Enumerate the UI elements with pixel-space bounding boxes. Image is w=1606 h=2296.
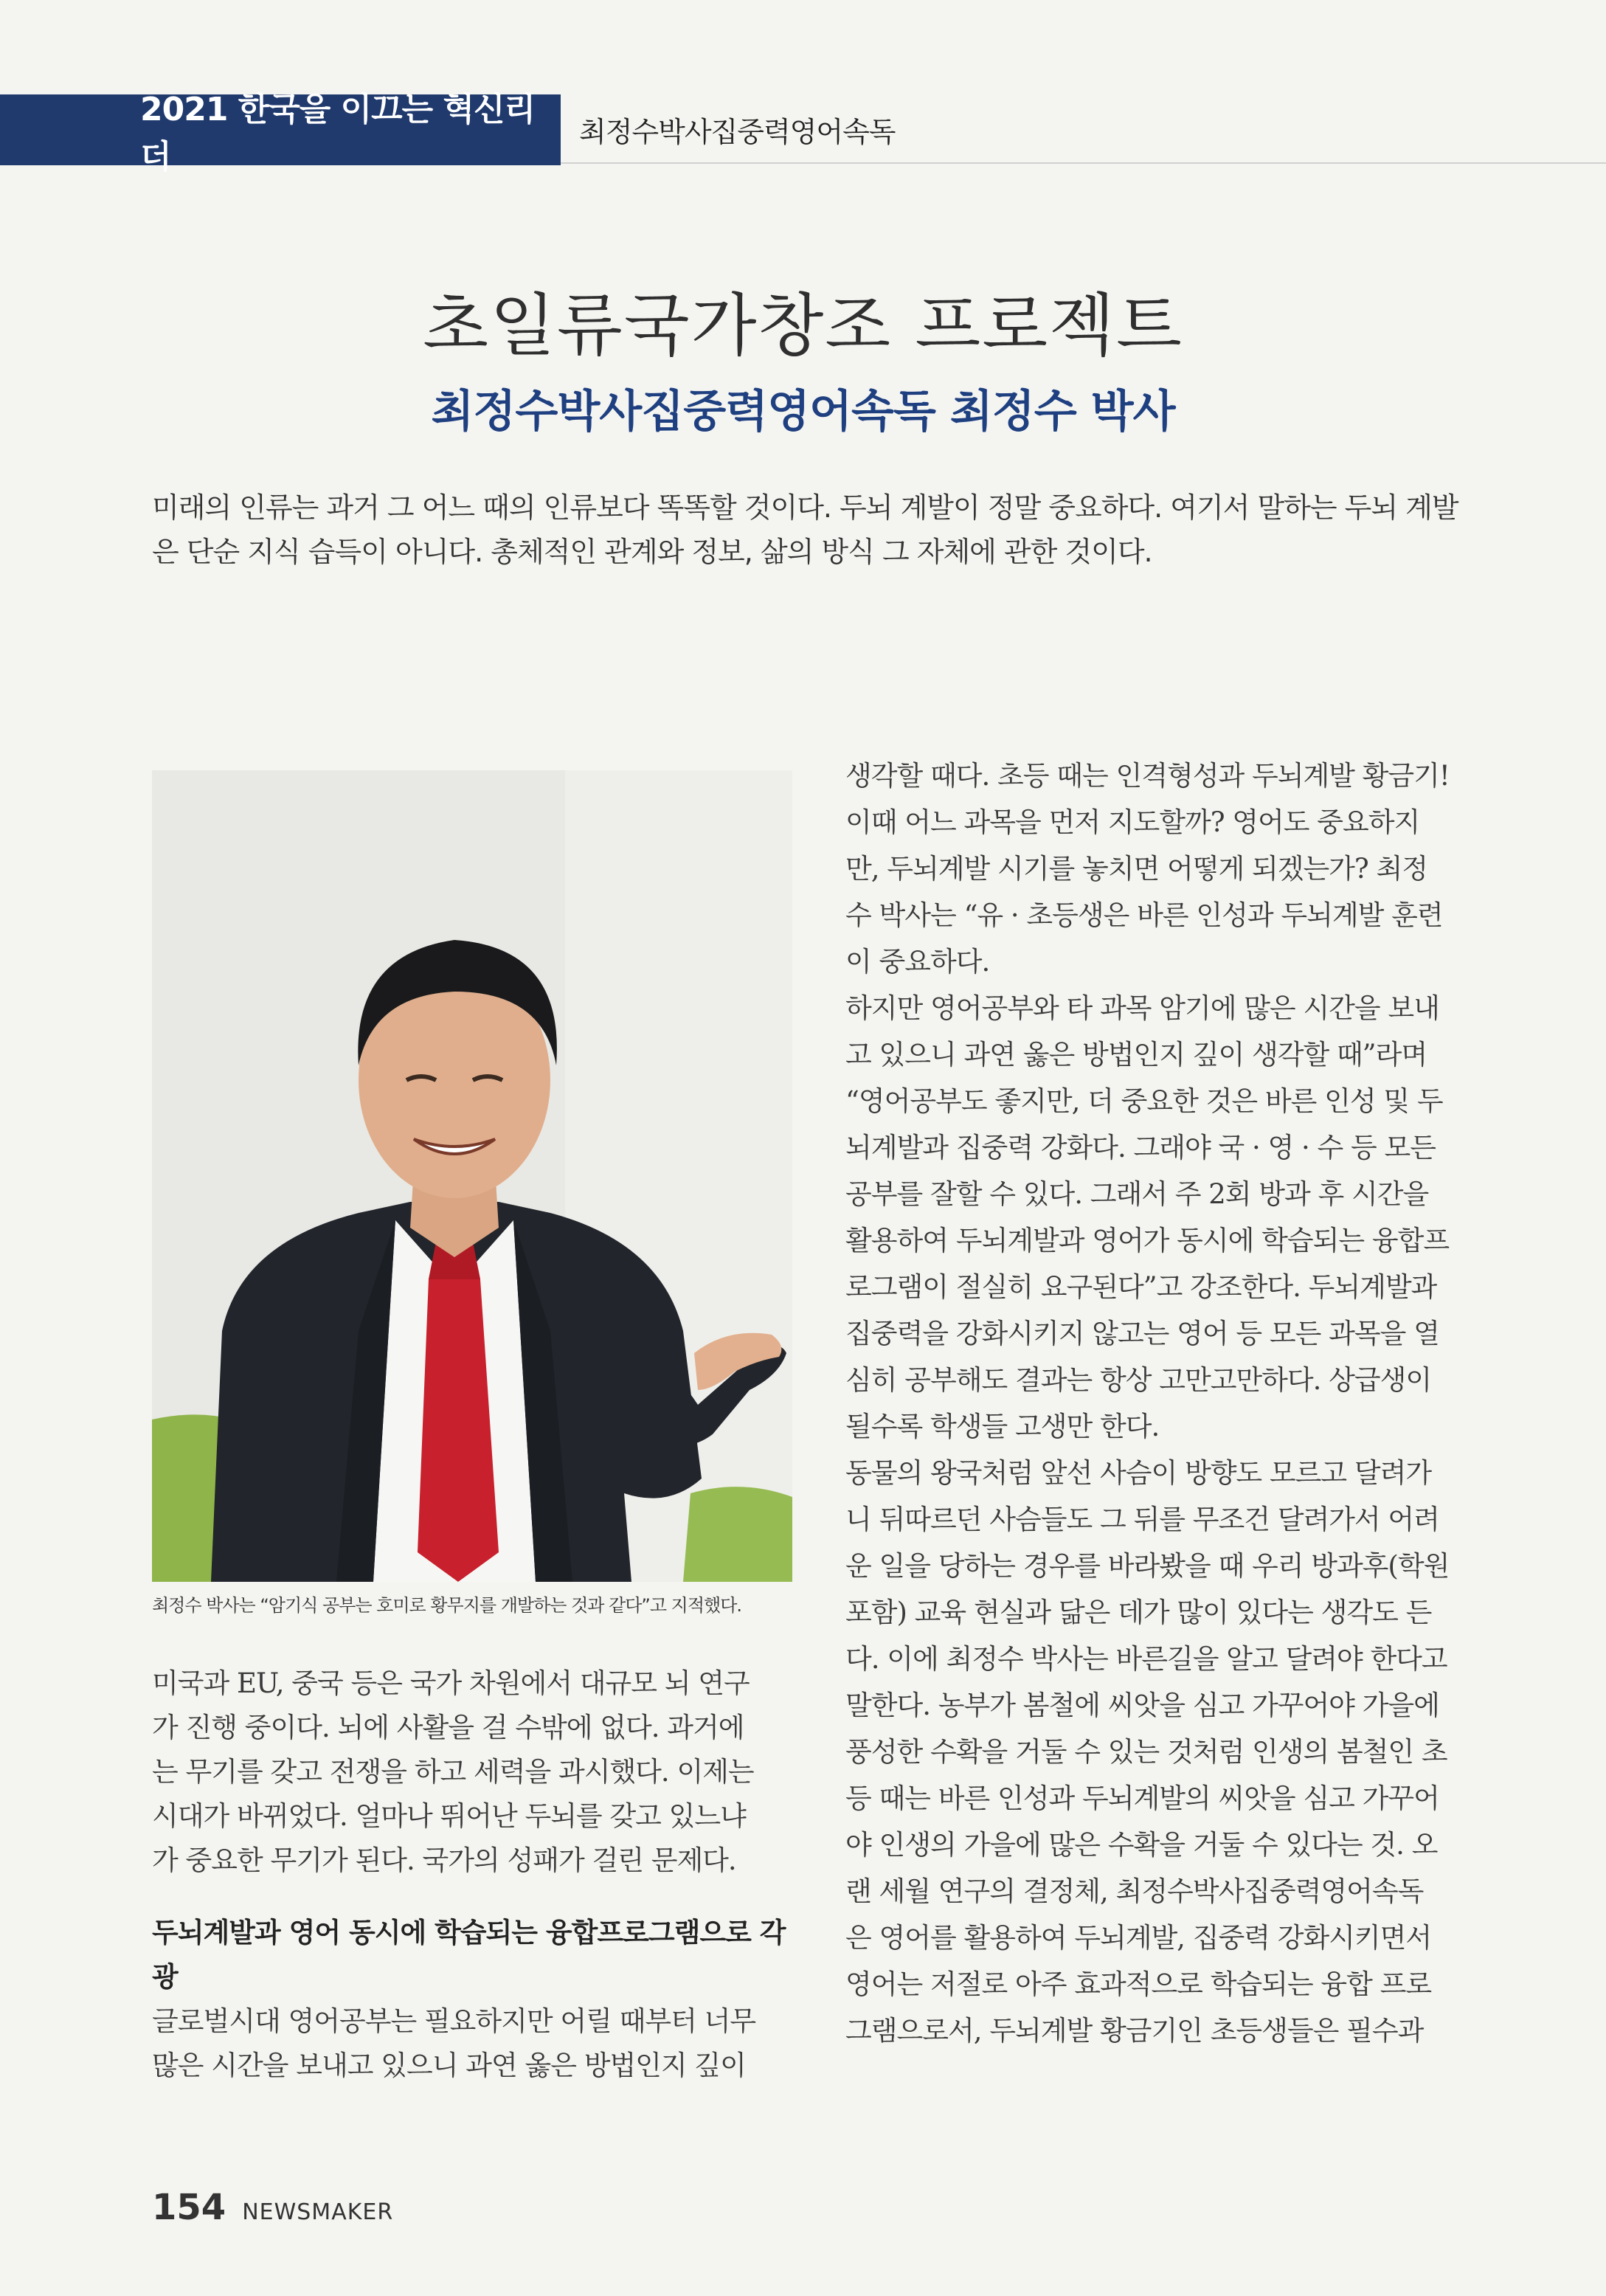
section-banner [0, 91, 561, 176]
body-line: 풍성한 수확을 거둘 수 있는 것처럼 인생의 봄철인 초 [845, 1736, 1447, 1768]
body-line: 니 뒤따르던 사슴들도 그 뒤를 무조건 달려가서 어려 [845, 1504, 1439, 1535]
body-line: 로그램이 절실히 요구된다”고 강조한다. 두뇌계발과 [845, 1271, 1437, 1303]
body-line: 활용하여 두뇌계발과 영어가 동시에 학습되는 융합프 [845, 1225, 1450, 1256]
body-line: 많은 시간을 보내고 있으니 과연 옳은 방법인지 깊이 [152, 2050, 746, 2081]
body-line: 고 있으니 과연 옳은 방법인지 깊이 생각할 때”라며 [845, 1039, 1427, 1071]
body-line: 공부를 잘할 수 있다. 그래서 주 2회 방과 후 시간을 [845, 1178, 1429, 1210]
body-line: 미국과 EU, 중국 등은 국가 차원에서 대규모 뇌 연구 [152, 1667, 750, 1699]
body-line: 수 박사는 “유 · 초등생은 바른 인성과 두뇌계발 훈련 [845, 899, 1443, 931]
section-subheading: 두뇌계발과 영어 동시에 학습되는 융합프로그램으로 각광 [152, 1917, 786, 1993]
body-line: “영어공부도 좋지만, 더 중요한 것은 바른 인성 및 두 [845, 1085, 1443, 1117]
lead-line: 미래의 인류는 과거 그 어느 때의 인류보다 똑똑할 것이다. 두뇌 계발이 정말 중요하다. 여기서 말하는 두뇌 계발 [152, 491, 1458, 524]
body-line: 시대가 바뀌었다. 얼마나 뛰어난 두뇌를 갖고 있느냐 [152, 1800, 746, 1832]
body-line: 동물의 왕국처럼 앞선 사슴이 방향도 모르고 달려가 [845, 1457, 1432, 1489]
body-line: 집중력을 강화시키지 않고는 영어 등 모든 과목을 열 [845, 1318, 1439, 1349]
body-line: 등 때는 바른 인성과 두뇌계발의 씨앗을 심고 가꾸어 [845, 1782, 1439, 1814]
header-divider [561, 162, 1606, 164]
lead-paragraph [152, 485, 1480, 574]
article-subtitle: 최정수박사집중력영어속독 최정수 박사 [431, 386, 1175, 438]
body-line: 은 영어를 활용하여 두뇌계발, 집중력 강화시키면서 [845, 1922, 1432, 1954]
body-line: 다. 이에 최정수 박사는 바른길을 알고 달려야 한다고 [845, 1643, 1447, 1675]
body-line: 심히 공부해도 결과는 항상 고만고만하다. 상급생이 [845, 1364, 1432, 1396]
body-line: 될수록 학생들 고생만 한다. [845, 1411, 1160, 1442]
lead-line: 은 단순 지식 습득이 아니다. 총체적인 관계와 정보, 삶의 방식 그 자체에 관한 것이다. [152, 536, 1152, 568]
portrait-illustration [152, 770, 792, 1582]
body-line: 하지만 영어공부와 타 과목 암기에 많은 시간을 보내 [845, 992, 1439, 1024]
magazine-name: NEWSMAKER [242, 2199, 394, 2225]
page-footer [152, 2187, 393, 2228]
body-line: 말한다. 농부가 봄철에 씨앗을 심고 가꾸어야 가을에 [845, 1690, 1439, 1721]
body-line: 그램으로서, 두뇌계발 황금기인 초등생들은 필수과 [845, 2015, 1424, 2047]
body-line: 포함) 교육 현실과 닮은 데가 많이 있다는 생각도 든 [845, 1597, 1432, 1628]
page-number: 154 [152, 2187, 226, 2228]
left-column [152, 1662, 794, 2088]
body-line: 야 인생의 가을에 많은 수확을 거둘 수 있다는 것. 오 [845, 1829, 1438, 1861]
body-line: 는 무기를 갖고 전쟁을 하고 세력을 과시했다. 이제는 [152, 1756, 754, 1788]
body-line: 가 진행 중이다. 뇌에 사활을 걸 수밖에 없다. 과거에 [152, 1712, 744, 1743]
body-line: 뇌계발과 집중력 강화다. 그래야 국 · 영 · 수 등 모든 [845, 1132, 1436, 1163]
body-line: 생각할 때다. 초등 때는 인격형성과 두뇌계발 황금기! [845, 760, 1450, 792]
body-line: 영어는 저절로 아주 효과적으로 학습되는 융합 프로 [845, 1968, 1432, 2000]
body-line: 만, 두뇌계발 시기를 놓치면 어떻게 되겠는가? 최정 [845, 853, 1428, 885]
portrait-photo [152, 770, 792, 1582]
right-column [845, 753, 1487, 2054]
body-line: 운 일을 당하는 경우를 바라봤을 때 우리 방과후(학원 [845, 1550, 1450, 1582]
photo-caption: 최정수 박사는 “암기식 공부는 호미로 황무지를 개발하는 것과 같다”고 지적했다. [152, 1595, 742, 1616]
body-line: 랜 세월 연구의 결정체, 최정수박사집중력영어속독 [845, 1875, 1424, 1907]
section-label: 최정수박사집중력영어속독 [579, 116, 896, 148]
body-line: 가 중요한 무기가 된다. 국가의 성패가 걸린 문제다. [152, 1844, 736, 1876]
body-line: 글로벌시대 영어공부는 필요하지만 어릴 때부터 너무 [152, 2005, 756, 2037]
body-line: 이때 어느 과목을 먼저 지도할까? 영어도 중요하지 [845, 806, 1420, 838]
section-title: 2021 한국을 이끄는 혁신리더 [140, 91, 535, 176]
article-title: 초일류국가창조 프로젝트 [423, 286, 1183, 365]
body-line: 이 중요하다. [845, 946, 990, 978]
